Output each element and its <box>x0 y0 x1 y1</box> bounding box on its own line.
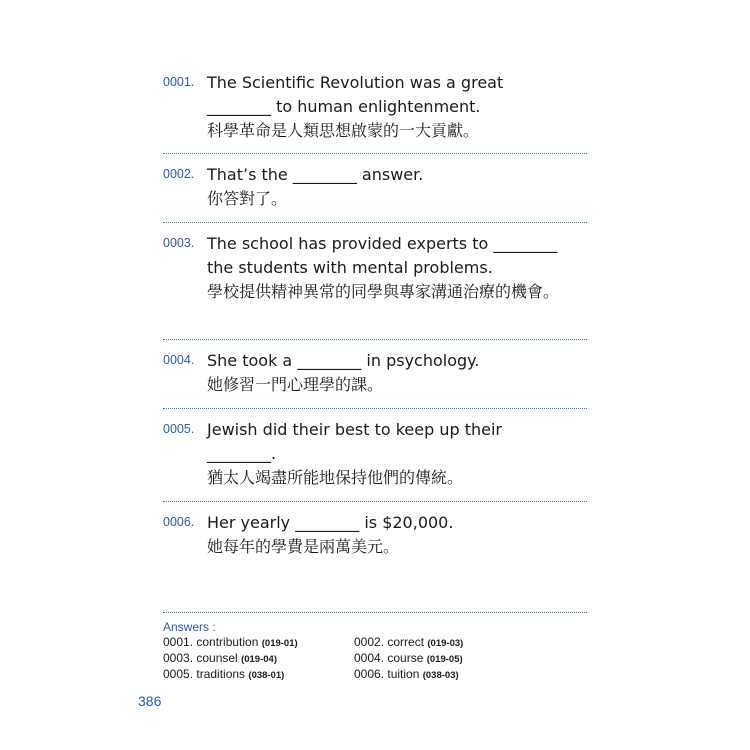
chinese-translation: 猶太人竭盡所能地保持他們的傳統。 <box>207 468 464 487</box>
answer-entry <box>354 651 554 667</box>
answer-entry <box>163 667 354 683</box>
item-body <box>207 232 593 304</box>
answer-text: 0004. course <box>354 651 424 665</box>
english-sentence-line: She took a ________ in psychology. <box>207 351 480 370</box>
vocab-item-0004 <box>163 349 593 397</box>
item-body <box>207 418 593 490</box>
answer-entry <box>354 635 554 651</box>
english-sentence-line: Her yearly ________ is $20,000. <box>207 513 454 532</box>
vocab-item-0001 <box>163 71 593 143</box>
answer-text: 0005. traditions <box>163 667 246 681</box>
answer-text: 0001. contribution <box>163 635 259 649</box>
answer-text: 0003. counsel <box>163 651 238 665</box>
item-number: 0002. <box>163 167 195 181</box>
answer-entry <box>163 651 354 667</box>
divider <box>163 339 587 340</box>
divider <box>163 501 587 502</box>
chinese-translation: 她修習一門心理學的課。 <box>207 375 384 394</box>
answer-entry <box>354 667 554 683</box>
item-number: 0006. <box>163 515 195 529</box>
chinese-translation: 她每年的學費是兩萬美元。 <box>207 537 400 556</box>
vocab-item-0005 <box>163 418 593 490</box>
answer-code: (019-03) <box>427 638 464 649</box>
answers-section <box>163 620 593 683</box>
item-body <box>207 163 593 211</box>
divider <box>163 612 587 613</box>
item-number: 0004. <box>163 353 195 367</box>
english-sentence-line: The school has provided experts to ________ <box>207 234 558 253</box>
item-body <box>207 71 593 143</box>
answer-code: (038-03) <box>422 670 459 681</box>
answer-text: 0002. correct <box>354 635 425 649</box>
answer-code: (019-05) <box>426 654 463 665</box>
english-sentence-line: the students with mental problems. <box>207 258 493 277</box>
english-sentence-line: ________ to human enlightenment. <box>207 97 481 116</box>
answer-text: 0006. tuition <box>354 667 420 681</box>
chinese-translation: 你答對了。 <box>207 189 288 208</box>
vocab-item-0002 <box>163 163 593 211</box>
chinese-translation: 學校提供精神異常的同學與專家溝通治療的機會。 <box>207 282 560 301</box>
answer-entry <box>163 635 354 651</box>
answer-code: (019-01) <box>261 638 298 649</box>
english-sentence-line: That’s the ________ answer. <box>207 165 424 184</box>
item-body <box>207 511 593 559</box>
answer-code: (038-01) <box>248 670 285 681</box>
vocab-item-0003 <box>163 232 593 304</box>
chinese-translation: 科學革命是人類思想啟蒙的一大貢獻。 <box>207 121 480 140</box>
divider <box>163 222 587 223</box>
item-number: 0001. <box>163 75 195 89</box>
item-number: 0003. <box>163 236 195 250</box>
divider <box>163 153 587 154</box>
answer-code: (019-04) <box>241 654 277 665</box>
english-sentence-line: Jewish did their best to keep up their <box>207 420 502 439</box>
english-sentence-line: ________. <box>207 444 277 463</box>
item-body <box>207 349 593 397</box>
divider <box>163 408 587 409</box>
vocab-item-0006 <box>163 511 593 559</box>
page-number: 386 <box>138 693 162 709</box>
item-number: 0005. <box>163 422 195 436</box>
answers-grid <box>163 635 593 683</box>
answers-title: Answers : <box>163 620 216 634</box>
english-sentence-line: The Scientific Revolution was a great <box>207 73 504 92</box>
